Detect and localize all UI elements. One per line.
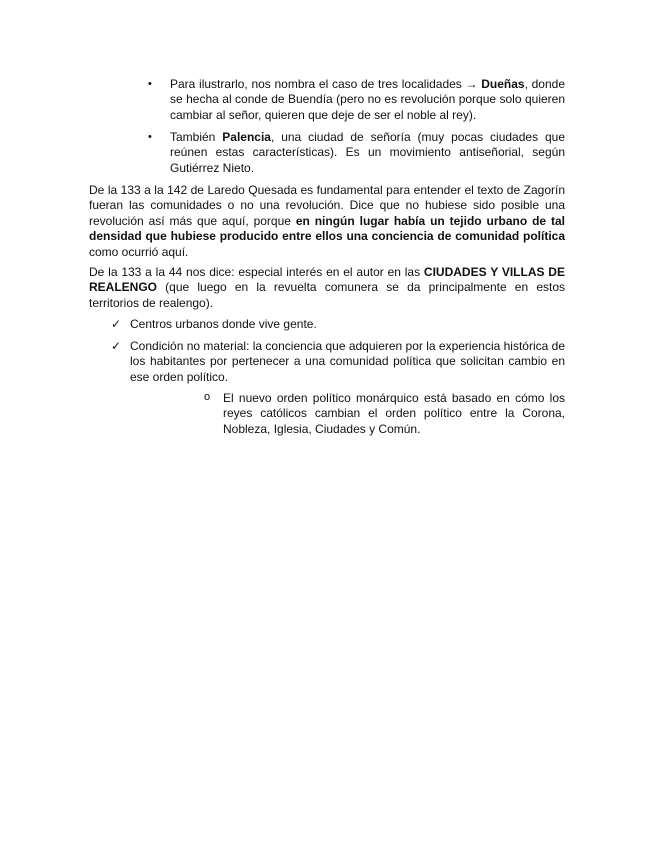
sub-item-text: El nuevo orden político monárquico está basado en cómo los reyes católicos cambian el orden político entre la Corona, Nobleza, Iglesia, Ciudades y Común. <box>223 391 565 436</box>
bullet-item-duenas <box>148 77 565 123</box>
paragraph-bold-text: CIUDADES Y VILLAS DE REALENGO <box>89 265 565 295</box>
check-item-condicion-no-material <box>111 339 565 385</box>
paragraph-text: De la 133 a la 142 de Laredo Quesada es fundamental para entender el texto de Zagorín fueran las comunidades o no una revolución. Dice que no hubiese sido posible una revolución así más que aquí, porque <box>89 183 565 228</box>
paragraph-text: como ocurrió aquí. <box>89 244 189 259</box>
check-text: Condición no material: la conciencia que adquieren por la experiencia histórica de los habitantes por pertenecer a una comunidad política que solicitan cambio en ese orden político. <box>130 339 565 384</box>
paragraph-laredo-quesada <box>89 183 565 260</box>
check-item-centros-urbanos <box>111 317 565 332</box>
bullet-text: , una ciudad de señoría (muy pocas ciudades que reúnen estas características). Es un movimiento antiseñorial, según Gutiérrez Nieto. <box>170 130 565 175</box>
check-text: Centros urbanos donde vive gente. <box>130 317 317 331</box>
paragraph-bold-text: en ningún lugar había un tejido urbano de tal densidad que hubiese producido entre ellos una conciencia de comunidad política <box>89 213 565 244</box>
bullet-icon: • <box>148 131 152 143</box>
bullet-text: Para ilustrarlo, nos nombra el caso de tres localidades → <box>170 77 482 91</box>
sub-item-nuevo-orden <box>204 391 565 437</box>
bullet-item-palencia <box>148 130 565 176</box>
paragraph-text: (que luego en la revuelta comunera se da principalmente en estos territorios de realengo). <box>89 280 565 310</box>
bullet-text: También <box>170 130 223 144</box>
paragraph-text: De la 133 a la 44 nos dice: especial interés en el autor en las <box>89 265 424 279</box>
bullet-bold-text: Dueñas <box>481 77 525 91</box>
bullet-icon: • <box>148 78 152 90</box>
bullet-bold-text: Palencia <box>222 130 271 144</box>
checkmark-icon: ✓ <box>111 317 122 331</box>
checkmark-icon: ✓ <box>111 339 122 353</box>
paragraph-ciudades-villas <box>89 265 565 311</box>
bullet-text: , donde se hecha al conde de Buendía (pero no es revolución porque solo quieren cambiar al señor, quieren que deje de ser el noble al rey). <box>170 77 565 122</box>
circle-bullet-icon: o <box>204 391 211 403</box>
